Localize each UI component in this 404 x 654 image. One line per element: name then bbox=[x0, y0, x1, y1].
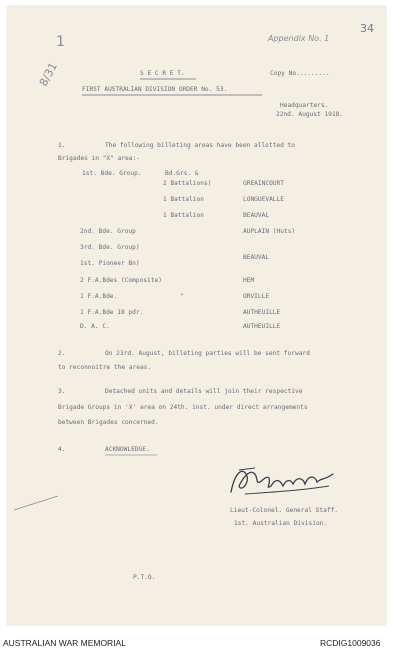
security-classification: S E C R E T. bbox=[140, 70, 185, 77]
area-row-left: 1st. Pioneer Bn) bbox=[80, 260, 140, 267]
document-page bbox=[7, 6, 386, 625]
para1-line1: The following billeting areas have been allotted to bbox=[105, 142, 295, 149]
para1-number: 1. bbox=[58, 142, 66, 149]
please-turn-over: P.T.O. bbox=[133, 574, 156, 581]
para2-line2: to reconnoitre the areas. bbox=[58, 364, 152, 371]
area-row-right: AUPLAIN (Huts) bbox=[243, 228, 296, 235]
title-underline bbox=[82, 94, 262, 96]
area-row-left: 1st. Bde. Group. bbox=[82, 170, 142, 177]
area-row-right: LONGUEVALLE bbox=[243, 196, 284, 203]
classification-underline bbox=[140, 78, 196, 80]
area-row-right: AUTHEUILLE bbox=[243, 323, 281, 330]
area-row-right: GREAINCOURT bbox=[243, 180, 284, 187]
headquarters-label: Headquarters. bbox=[280, 102, 329, 109]
area-row-right: BEAUVAL bbox=[243, 254, 270, 261]
para4-text: ACKNOWLEDGE. bbox=[105, 446, 150, 453]
pencil-folio-number: 8/31 bbox=[36, 60, 60, 89]
para3-line3: between Brigades concerned. bbox=[58, 419, 159, 426]
area-row-mid: 1 Battalion bbox=[163, 196, 204, 203]
signatory-title: Lieut-Colonel. General Staff. bbox=[230, 507, 339, 514]
area-row-left: 2nd. Bde. Group bbox=[80, 228, 136, 235]
para3-line2: Brigade Groups in 'X' area on 24th. inst. under direct arrangements bbox=[58, 404, 308, 411]
copy-number-label: Copy No......... bbox=[270, 70, 330, 77]
order-date: 22nd. August 1918. bbox=[276, 111, 344, 118]
area-row-left: D. A. C. bbox=[80, 323, 110, 330]
area-row-left: 1 F.A.Bde 18 pdr. bbox=[80, 309, 144, 316]
area-row-right: HEM bbox=[243, 277, 255, 284]
area-row-left: 3rd. Bde. Group) bbox=[80, 244, 140, 251]
area-row-left: 2 F.A.Bdes (Composite) bbox=[80, 277, 162, 284]
para2-number: 2. bbox=[58, 350, 66, 357]
appendix-stamp: Appendix No. 1 bbox=[268, 34, 330, 43]
para3-line1: Detached units and details will join their respective bbox=[105, 388, 303, 395]
para4-number: 4. bbox=[58, 446, 66, 453]
footer-record-id: RCDIG1009036 bbox=[320, 638, 381, 648]
area-row-mid: 2 Battalions) bbox=[163, 180, 212, 187]
margin-pencil-stroke bbox=[14, 494, 60, 512]
area-row-mid: " bbox=[180, 293, 184, 300]
area-row-left: 1 F.A.Bde. bbox=[80, 293, 118, 300]
para3-number: 3. bbox=[58, 388, 66, 395]
page-number-stamp: 34 bbox=[360, 22, 374, 35]
signatory-unit: 1st. Australian Division. bbox=[234, 520, 328, 527]
acknowledge-underline bbox=[105, 454, 157, 456]
area-row-mid: Bd.Grs. & bbox=[165, 170, 199, 177]
area-row-right: BEAUVAL bbox=[243, 212, 270, 219]
footer-institution: AUSTRALIAN WAR MEMORIAL bbox=[3, 638, 126, 648]
area-row-mid: 1 Battalion bbox=[163, 212, 204, 219]
pencil-mark-one: 1 bbox=[56, 34, 65, 50]
order-title: FIRST AUSTRALIAN DIVISION ORDER No. 53. bbox=[82, 86, 228, 93]
para1-line2: Brigades in "X" area:- bbox=[58, 155, 140, 162]
para2-line1: On 23rd. August, billeting parties will be sent forward bbox=[105, 350, 310, 357]
area-row-right: ORVILLE bbox=[243, 293, 270, 300]
area-row-right: AUTHEUILLE bbox=[243, 309, 281, 316]
handwritten-signature bbox=[225, 462, 340, 500]
